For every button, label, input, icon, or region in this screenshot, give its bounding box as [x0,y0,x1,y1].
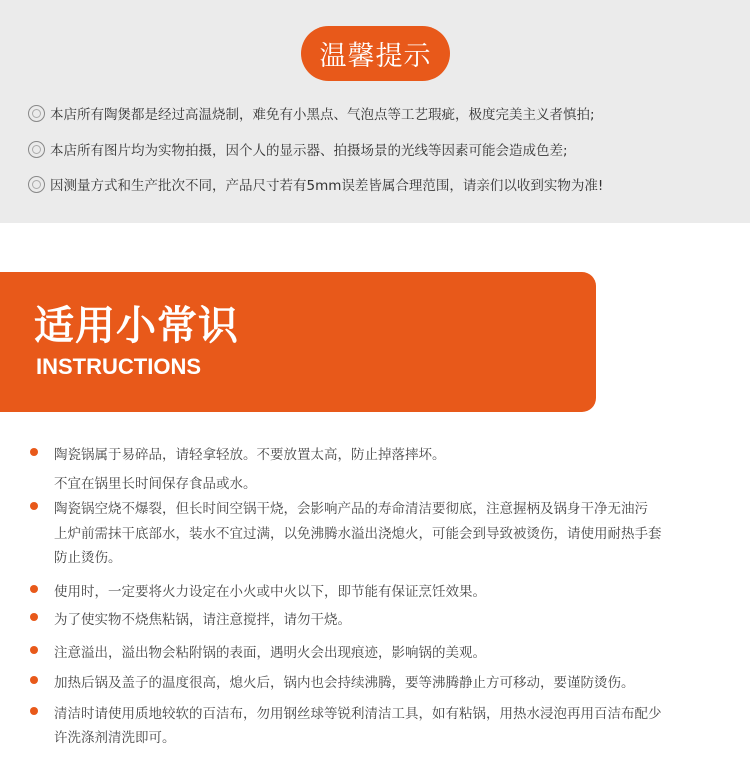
instruction-line: 陶瓷锅属于易碎品，请轻拿轻放。不要放置太高，防止掉落摔坏。 [54,447,446,463]
notice-item [28,138,568,160]
instruction-line: 许洗涤剂清洗即可。 [54,730,176,746]
instruction-line: 上炉前需抹干底部水，装水不宜过满，以免沸腾水溢出浇熄火，可能会到导致被烫伤，请使用耐热手套 [54,526,662,542]
bullet-dot-icon [30,613,38,621]
banner-title: 适用小常识 [34,303,239,349]
instruction-line: 为了使实物不烧焦粘锅，请注意搅拌，请勿干烧。 [54,612,351,628]
notice-item-text: 因测量方式和生产批次不同，产品尺寸若有5mm误差皆属合理范围，请亲们以收到实物为准! [50,178,604,194]
instruction-line: 注意溢出，溢出物会粘附锅的表面，遇明火会出现痕迹，影响锅的美观。 [54,645,486,661]
notice-item-text: 本店所有陶煲都是经过高温烧制，难免有小黑点、气泡点等工艺瑕疵，极度完美主义者慎拍; [50,107,595,123]
instruction-line: 防止烫伤。 [54,550,122,566]
notice-item [28,102,595,124]
notice-title-badge [301,26,450,81]
circle-bullet-icon [28,176,45,193]
bullet-dot-icon [30,448,38,456]
bullet-dot-icon [30,585,38,593]
instruction-line: 陶瓷锅空烧不爆裂，但长时间空锅干烧，会影响产品的寿命清洁要彻底，注意握柄及锅身干净无油污 [54,501,648,517]
instruction-line: 清洁时请使用质地较软的百洁布，勿用钢丝球等锐利清洁工具，如有粘锅，用热水浸泡再用百洁布配少 [54,706,662,722]
notice-item [28,173,603,195]
instruction-line: 加热后锅及盖子的温度很高，熄火后，锅内也会持续沸腾，要等沸腾静止方可移动，要谨防烫伤。 [54,675,635,691]
circle-bullet-icon [28,141,45,158]
instruction-line: 不宜在锅里长时间保存食品或水。 [54,476,257,492]
circle-bullet-icon [28,105,45,122]
instructions-banner [0,272,596,412]
notice-panel [0,0,750,223]
banner-subtitle: INSTRUCTIONS [36,354,201,379]
bullet-dot-icon [30,646,38,654]
notice-title: 温馨提示 [319,41,432,72]
bullet-dot-icon [30,502,38,510]
bullet-dot-icon [30,676,38,684]
instruction-line: 使用时，一定要将火力设定在小火或中火以下，即节能有保证烹饪效果。 [54,584,486,600]
bullet-dot-icon [30,707,38,715]
notice-item-text: 本店所有图片均为实物拍摄，因个人的显示器、拍摄场景的光线等因素可能会造成色差; [50,143,568,159]
